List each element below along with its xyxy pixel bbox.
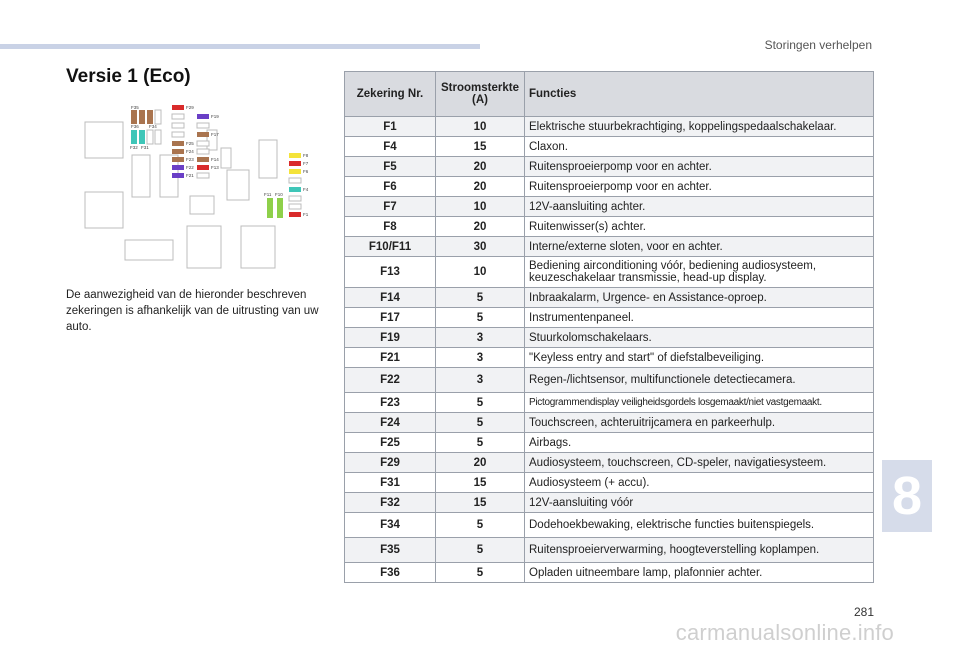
- fuse-f19: [197, 114, 209, 119]
- table-row: [345, 563, 874, 583]
- cell-amperage: 30: [436, 237, 525, 257]
- cell-amperage: 5: [436, 563, 525, 583]
- table-row: [345, 308, 874, 328]
- cell-amperage: 5: [436, 393, 525, 413]
- fuse-f35b: [139, 110, 145, 124]
- fuse-empty: [147, 130, 153, 144]
- diagram-label: F22: [186, 165, 194, 170]
- fuse-f1: [289, 212, 301, 217]
- cell-function: 12V-aansluiting achter.: [525, 197, 874, 217]
- cell-amperage: 20: [436, 157, 525, 177]
- diagram-label: F8: [303, 153, 309, 158]
- cell-amperage: 5: [436, 413, 525, 433]
- cell-number: F22: [345, 368, 436, 393]
- cell-amperage: 5: [436, 433, 525, 453]
- cell-function: Touchscreen, achteruitrijcamera en parkeerhulp.: [525, 413, 874, 433]
- cell-amperage: 15: [436, 493, 525, 513]
- table-row: [345, 493, 874, 513]
- diagram-label: F4: [303, 187, 309, 192]
- diagram-label: F31: [141, 145, 149, 150]
- cell-function: Opladen uitneembare lamp, plafonnier achter.: [525, 563, 874, 583]
- fuse-f11: [267, 198, 273, 218]
- cell-number: F8: [345, 217, 436, 237]
- fuse-f32: [131, 130, 137, 144]
- fuse-f8: [289, 153, 301, 158]
- col-header-amperage: Stroomsterkte (A): [436, 72, 525, 117]
- table-row: [345, 257, 874, 288]
- chapter-tab: 8: [882, 460, 932, 532]
- cell-number: F19: [345, 328, 436, 348]
- cell-amperage: 5: [436, 538, 525, 563]
- diagram-label: F36: [131, 124, 139, 129]
- cell-function: "Keyless entry and start" of diefstalbeveiliging.: [525, 348, 874, 368]
- cell-amperage: 10: [436, 117, 525, 137]
- diagram-label: F23: [186, 157, 194, 162]
- cell-function: Ruitenwisser(s) achter.: [525, 217, 874, 237]
- table-row: [345, 368, 874, 393]
- fuse-f17: [197, 132, 209, 137]
- cell-number: F21: [345, 348, 436, 368]
- cell-function: Stuurkolomschakelaars.: [525, 328, 874, 348]
- cell-number: F13: [345, 257, 436, 288]
- cell-function: Regen-/lichtsensor, multifunctionele detectiecamera.: [525, 368, 874, 393]
- cell-amperage: 20: [436, 217, 525, 237]
- header-rule: [0, 44, 480, 49]
- table-row: [345, 137, 874, 157]
- diagram-label: F29: [186, 105, 194, 110]
- cell-amperage: 3: [436, 368, 525, 393]
- fuse-f31: [139, 130, 145, 144]
- table-row: [345, 288, 874, 308]
- fuse-f35: [131, 110, 137, 124]
- relay-block: [187, 226, 221, 268]
- diagram-label: F10: [275, 192, 283, 197]
- cell-number: F34: [345, 513, 436, 538]
- fuse-f6: [289, 169, 301, 174]
- diagram-label: F25: [186, 141, 194, 146]
- relay-block: [85, 122, 123, 158]
- cell-amperage: 10: [436, 257, 525, 288]
- cell-function: Dodehoekbewaking, elektrische functies buitenspiegels.: [525, 513, 874, 538]
- cell-number: F23: [345, 393, 436, 413]
- relay-block: [132, 155, 150, 197]
- table-row: [345, 117, 874, 137]
- fuse-brown: [147, 110, 153, 124]
- cell-function: 12V-aansluiting vóór: [525, 493, 874, 513]
- cell-number: F5: [345, 157, 436, 177]
- table-row: [345, 157, 874, 177]
- relay-block: [85, 192, 123, 228]
- fuse-table: [344, 71, 874, 583]
- cell-number: F14: [345, 288, 436, 308]
- col-header-functions: Functies: [525, 72, 874, 117]
- page-title: Versie 1 (Eco): [66, 66, 191, 87]
- table-row: [345, 177, 874, 197]
- cell-number: F7: [345, 197, 436, 217]
- cell-function: Instrumentenpaneel.: [525, 308, 874, 328]
- diagram-label: F11: [264, 192, 272, 197]
- availability-note: De aanwezigheid van de hieronder beschreven zekeringen is afhankelijk van de uitrusting van uw auto.: [66, 289, 319, 333]
- fuse-f14: [197, 157, 209, 162]
- relay-block: [227, 170, 249, 200]
- cell-amperage: 5: [436, 308, 525, 328]
- cell-number: F6: [345, 177, 436, 197]
- diagram-label: F17: [211, 132, 219, 137]
- cell-number: F10/F11: [345, 237, 436, 257]
- fuse-f7: [289, 161, 301, 166]
- table-row: [345, 393, 874, 413]
- cell-amperage: 15: [436, 137, 525, 157]
- table-row: [345, 473, 874, 493]
- table-row: [345, 217, 874, 237]
- cell-function: Ruitensproeierverwarming, hoogteverstelling koplampen.: [525, 538, 874, 563]
- cell-number: F31: [345, 473, 436, 493]
- cell-function: Audiosysteem (+ accu).: [525, 473, 874, 493]
- relay-block: [125, 240, 173, 260]
- cell-amperage: 15: [436, 473, 525, 493]
- cell-amperage: 20: [436, 453, 525, 473]
- cell-function: Pictogrammendisplay veiligheidsgordels losgemaakt/niet vastgemaakt.: [525, 393, 874, 413]
- fuse-f29: [172, 105, 184, 110]
- cell-function: Ruitensproeierpomp voor en achter.: [525, 177, 874, 197]
- cell-function: Interne/externe sloten, voor en achter.: [525, 237, 874, 257]
- diagram-label: F34: [149, 124, 157, 129]
- table-row: [345, 197, 874, 217]
- relay-block: [259, 140, 277, 178]
- relay-block: [221, 148, 231, 168]
- cell-function: Claxon.: [525, 137, 874, 157]
- diagram-label: F6: [303, 169, 309, 174]
- cell-function: Audiosysteem, touchscreen, CD-speler, navigatiesysteem.: [525, 453, 874, 473]
- fuse-empty: [155, 110, 161, 124]
- cell-number: F25: [345, 433, 436, 453]
- fuse-box-diagram: [75, 100, 325, 275]
- table-row: [345, 237, 874, 257]
- table-row: [345, 433, 874, 453]
- cell-number: F29: [345, 453, 436, 473]
- table-row: [345, 538, 874, 563]
- fuse-f10: [277, 198, 283, 218]
- cell-amperage: 10: [436, 197, 525, 217]
- diagram-label: F14: [211, 157, 219, 162]
- fuse-f4: [289, 187, 301, 192]
- cell-function: Ruitensproeierpomp voor en achter.: [525, 157, 874, 177]
- fuse-empty: [155, 130, 161, 144]
- cell-number: F24: [345, 413, 436, 433]
- relay-block: [190, 196, 214, 214]
- cell-number: F1: [345, 117, 436, 137]
- diagram-label: F19: [211, 114, 219, 119]
- section-header: Storingen verhelpen: [764, 38, 872, 52]
- cell-amperage: 5: [436, 288, 525, 308]
- cell-amperage: 5: [436, 513, 525, 538]
- cell-number: F32: [345, 493, 436, 513]
- page-number: 281: [853, 605, 874, 619]
- table-row: [345, 328, 874, 348]
- cell-number: F4: [345, 137, 436, 157]
- table-row: [345, 453, 874, 473]
- diagram-label: F1: [303, 212, 309, 217]
- cell-function: Elektrische stuurbekrachtiging, koppelingspedaalschakelaar.: [525, 117, 874, 137]
- cell-number: F35: [345, 538, 436, 563]
- fuse-f24: [172, 149, 184, 154]
- cell-function: Inbraakalarm, Urgence- en Assistance-oproep.: [525, 288, 874, 308]
- relay-block: [241, 226, 275, 268]
- col-header-number: Zekering Nr.: [345, 72, 436, 117]
- diagram-label: F35: [131, 105, 139, 110]
- diagram-label: F7: [303, 161, 309, 166]
- cell-amperage: 3: [436, 348, 525, 368]
- cell-amperage: 3: [436, 328, 525, 348]
- diagram-label: F21: [186, 173, 194, 178]
- cell-number: F36: [345, 563, 436, 583]
- fuse-f21: [172, 173, 184, 178]
- fuse-f13: [197, 165, 209, 170]
- table-row: [345, 413, 874, 433]
- table-row: [345, 513, 874, 538]
- fuse-f23: [172, 157, 184, 162]
- diagram-label: F13: [211, 165, 219, 170]
- cell-function: Airbags.: [525, 433, 874, 453]
- fuse-f25: [172, 141, 184, 146]
- table-row: [345, 348, 874, 368]
- fuse-f22: [172, 165, 184, 170]
- diagram-label: F24: [186, 149, 194, 154]
- cell-number: F17: [345, 308, 436, 328]
- diagram-label: F32: [130, 145, 138, 150]
- watermark: carmanualsonline.info: [675, 620, 894, 645]
- cell-amperage: 20: [436, 177, 525, 197]
- cell-function: Bediening airconditioning vóór, bediening audiosysteem, keuzeschakelaar transmissie, head-up display.: [525, 257, 874, 288]
